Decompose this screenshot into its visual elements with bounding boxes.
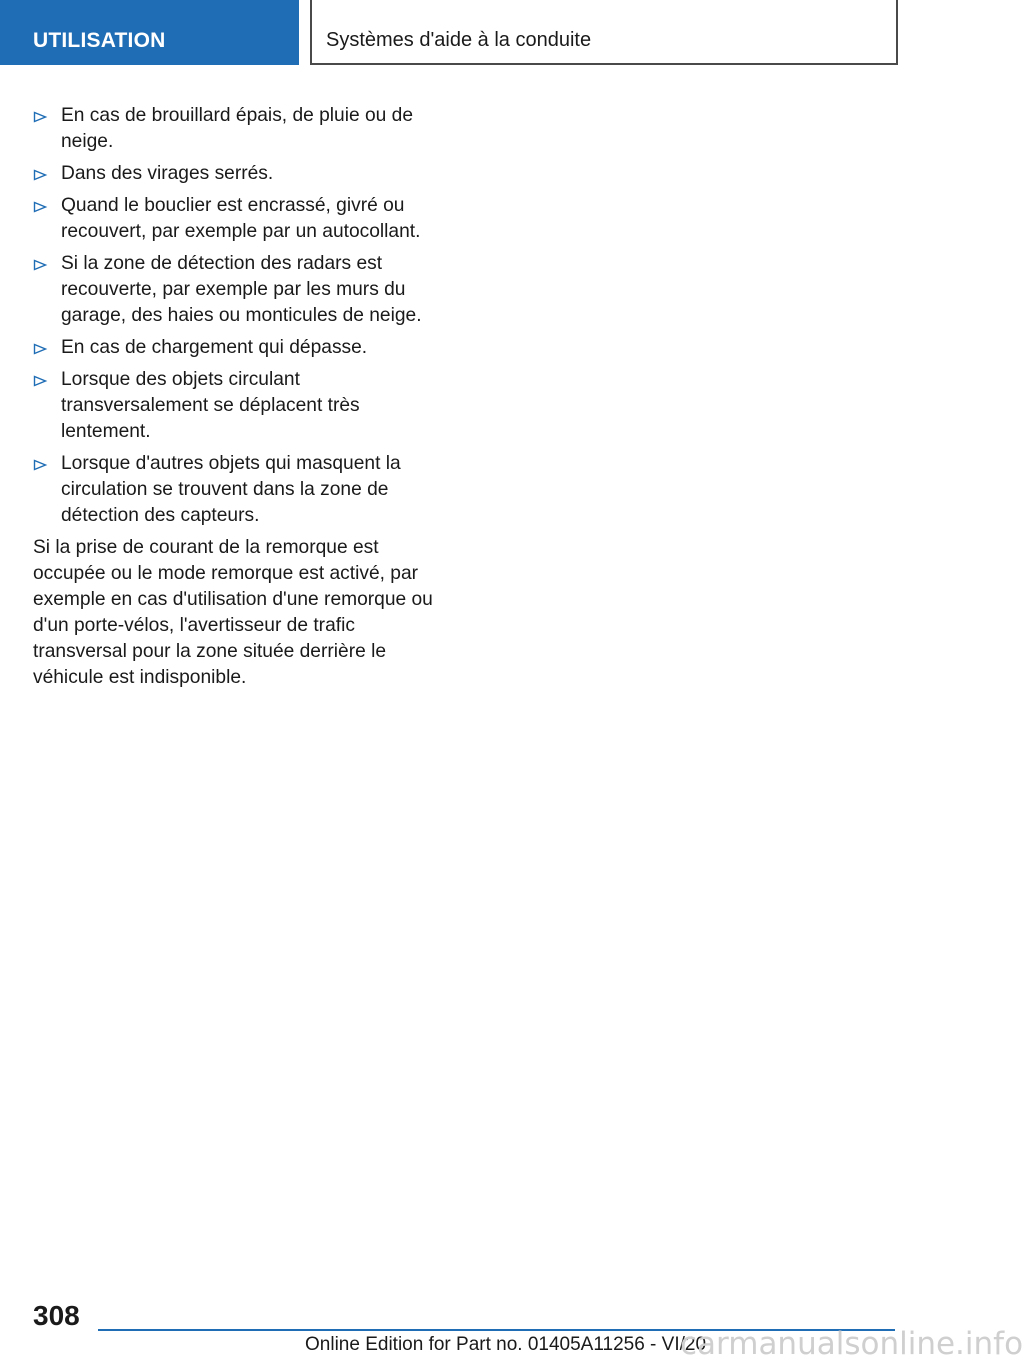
list-item-text: En cas de brouillard épais, de pluie ou de neige. — [61, 105, 414, 152]
list-item-text: Lorsque d'autres objets qui masquent la circulation se trouvent dans la zone de détection des capteurs. — [61, 453, 401, 526]
trailer-paragraph: Si la prise de courant de la remorque est occupée ou le mode remorque est activé, par exemple en cas d'utilisation d'une remorque ou d'un porte-vélos, l'avertisseur de trafic transversal pour la zone située derrière le véhicule est indisponible. — [33, 537, 433, 688]
list-item — [33, 367, 443, 445]
list-item — [33, 161, 443, 187]
header-chapter-box — [310, 0, 898, 65]
triangle-right-outline-icon — [33, 259, 47, 271]
list-item — [33, 335, 443, 361]
list-item-text: Quand le bouclier est encrassé, givré ou recouvert, par exemple par un autocollant. — [61, 195, 421, 242]
list-item-text: Dans des virages serrés. — [61, 163, 274, 184]
triangle-right-outline-icon — [33, 343, 47, 355]
page-content — [33, 103, 443, 691]
list-item — [33, 251, 443, 329]
triangle-right-outline-icon — [33, 375, 47, 387]
list-item-text: Lorsque des objets circulant transversalement se déplacent très lentement. — [61, 369, 360, 442]
section-title: UTILISATION — [33, 29, 166, 52]
page-number: 308 — [33, 1300, 80, 1331]
list-item — [33, 103, 443, 155]
triangle-right-outline-icon — [33, 459, 47, 471]
watermark: carmanualsonline.info — [680, 1326, 1023, 1362]
list-item — [33, 451, 443, 529]
footer-edition: Online Edition for Part no. 01405A11256 - VI/20 — [305, 1334, 707, 1355]
list-item-text: En cas de chargement qui dépasse. — [61, 337, 368, 358]
chapter-title: Systèmes d'aide à la conduite — [326, 29, 592, 51]
triangle-right-outline-icon — [33, 169, 47, 181]
list-item — [33, 193, 443, 245]
triangle-right-outline-icon — [33, 201, 47, 213]
condition-list — [33, 103, 443, 529]
triangle-right-outline-icon — [33, 111, 47, 123]
header-section-tab — [0, 0, 299, 65]
list-item-text: Si la zone de détection des radars est recouverte, par exemple par les murs du garage, des haies ou monticules de neige. — [61, 253, 422, 326]
